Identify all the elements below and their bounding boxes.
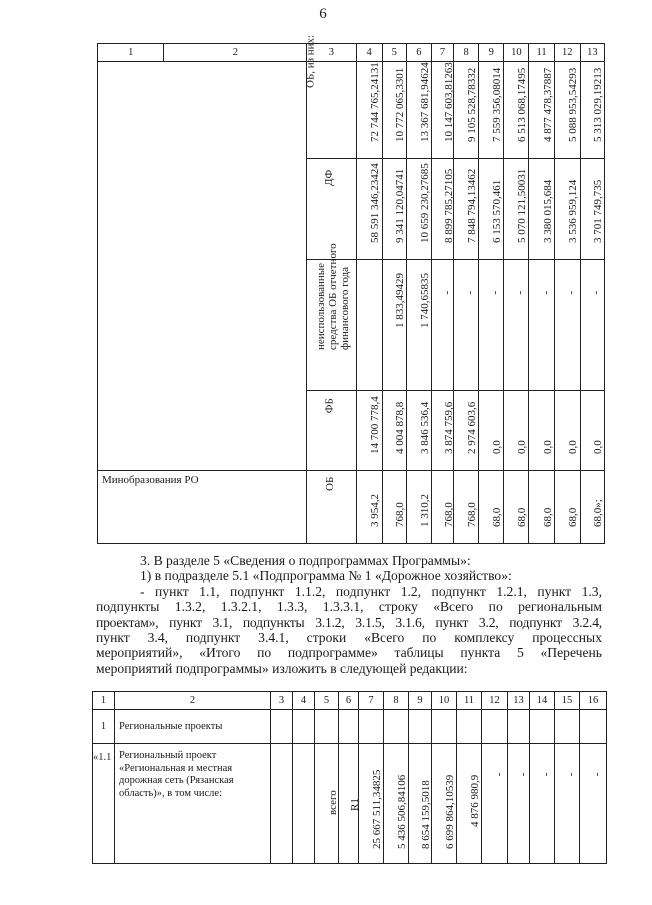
value-cell: 68,0 xyxy=(504,471,529,544)
value-cell: 6 153 570,461 xyxy=(479,159,504,260)
bottom-header-cell: 9 xyxy=(409,692,432,710)
value-cell: - xyxy=(530,744,555,864)
body-text xyxy=(96,553,602,676)
value-cell: 3 536 959,124 xyxy=(554,159,580,260)
value-cell: 1 833,49429 xyxy=(382,260,406,391)
row-ob-of-them xyxy=(98,62,605,159)
row-label: Региональные проекты xyxy=(115,710,271,744)
bottom-header-cell: 11 xyxy=(457,692,482,710)
top-header-cell: 12 xyxy=(554,44,580,62)
regional-projects-row xyxy=(93,710,607,744)
value-cell: - xyxy=(479,260,504,391)
bottom-header-cell: 8 xyxy=(384,692,409,710)
org-label: Минобразования РО xyxy=(98,471,307,544)
row-number: 1 xyxy=(93,710,115,744)
row-ob xyxy=(98,471,605,544)
value-cell: 9 105 528,78332 xyxy=(454,62,479,159)
text-line: пункт 3.4, подпункт 3.4.1, строки «Всего по комплексу процессных xyxy=(96,629,602,645)
value-cell: 13 367 681,94624 xyxy=(406,62,431,159)
left-empty-cell xyxy=(98,62,307,471)
value-cell: 5 088 953,54293 xyxy=(554,62,580,159)
top-header-cell: 6 xyxy=(406,44,431,62)
text-line: мероприятий подпрограммы» изложить в следующей редакции: xyxy=(96,660,468,676)
bottom-table xyxy=(92,691,607,864)
top-header-cell: 4 xyxy=(356,44,382,62)
bottom-header-cell: 15 xyxy=(555,692,580,710)
value-cell: - xyxy=(529,260,554,391)
top-header-cell: 11 xyxy=(529,44,554,62)
bottom-header-cell: 4 xyxy=(293,692,315,710)
value-cell: 10 659 230,27685 xyxy=(406,159,431,260)
value-cell: - xyxy=(554,260,580,391)
value-cell: 4 877 478,37887 xyxy=(529,62,554,159)
value-cell: 58 591 346,23424 xyxy=(356,159,382,260)
value-cell: 8 654 159,5018 xyxy=(409,744,432,864)
value-cell: - xyxy=(508,744,530,864)
value-cell: 6 513 068,17495 xyxy=(504,62,529,159)
bottom-header-cell: 10 xyxy=(432,692,457,710)
head-fb: ФБ xyxy=(307,391,356,471)
value-cell: - xyxy=(555,744,580,864)
value-cell: 4 876 980,9 xyxy=(457,744,482,864)
value-cell: всего xyxy=(315,744,339,864)
top-header-cell: 3 xyxy=(307,44,356,62)
value-cell: 68,0 xyxy=(554,471,580,544)
value-cell: 3 380 015,684 xyxy=(529,159,554,260)
bottom-header-cell: 12 xyxy=(482,692,508,710)
text-line: 1) в подразделе 5.1 «Подпрограмма № 1 «Дорожное хозяйство»: xyxy=(140,568,512,584)
regional-project-1-1-row xyxy=(93,744,607,864)
top-table xyxy=(97,34,605,544)
value-cell: - xyxy=(482,744,508,864)
top-header-cell: 8 xyxy=(454,44,479,62)
value-cell: 768,0 xyxy=(454,471,479,544)
value-cell: - xyxy=(580,744,607,864)
value-cell: 3 701 749,735 xyxy=(580,159,604,260)
value-cell: 9 341 120,04741 xyxy=(382,159,406,260)
text-line: подпункты 1.3.2, 1.3.2.1, 1.3.3, 1.3.3.1, строку «Всего по региональным xyxy=(96,599,602,615)
value-cell: 14 700 778,4 xyxy=(356,391,382,471)
value-cell: 68,0 xyxy=(479,471,504,544)
value-cell: 25 667 511,34825 xyxy=(359,744,384,864)
value-cell: 72 744 765,24131 xyxy=(356,62,382,159)
value-cell: 6 699 864,10539 xyxy=(432,744,457,864)
top-header-cell: 9 xyxy=(479,44,504,62)
top-header-cell: 5 xyxy=(382,44,406,62)
head-ob: ОБ xyxy=(307,471,356,544)
value-cell xyxy=(356,260,382,391)
top-header-row xyxy=(98,44,605,62)
top-header-cell: 13 xyxy=(580,44,604,62)
value-cell: 5 436 506,84106 xyxy=(384,744,409,864)
value-cell: - xyxy=(431,260,453,391)
page-number: 6 xyxy=(319,6,327,22)
text-line: 3. В разделе 5 «Сведения о подпрограммах Программы»: xyxy=(140,553,471,568)
value-cell: 768,0 xyxy=(431,471,453,544)
value-cell: 5 313 029,19213 xyxy=(580,62,604,159)
value-cell: - xyxy=(454,260,479,391)
bottom-header-row xyxy=(93,692,607,710)
value-cell: 7 848 794,13462 xyxy=(454,159,479,260)
value-cell: 10 147 603,81263 xyxy=(431,62,453,159)
value-cell: 2 974 603,6 xyxy=(454,391,479,471)
value-cell: - xyxy=(504,260,529,391)
top-header-cell: 7 xyxy=(431,44,453,62)
head-ob-of-them: ОБ, из них: xyxy=(307,62,356,159)
value-cell: 0,0 xyxy=(504,391,529,471)
value-cell: R1 xyxy=(339,744,359,864)
top-header-cell: 1 xyxy=(98,44,164,62)
value-cell: 0,0 xyxy=(554,391,580,471)
bottom-header-cell: 6 xyxy=(339,692,359,710)
value-cell: 68,0 xyxy=(529,471,554,544)
top-header-cell: 10 xyxy=(504,44,529,62)
value-cell: 8 899 785,27105 xyxy=(431,159,453,260)
bottom-header-cell: 14 xyxy=(530,692,555,710)
value-cell: 768,0 xyxy=(382,471,406,544)
bottom-header-cell: 13 xyxy=(508,692,530,710)
value-cell: 4 004 878,8 xyxy=(382,391,406,471)
head-df: ДФ xyxy=(307,159,356,260)
value-cell: 5 070 121,50031 xyxy=(504,159,529,260)
value-cell: 3 874 759,6 xyxy=(431,391,453,471)
value-cell: - xyxy=(580,260,604,391)
value-cell: 10 772 065,3301 xyxy=(382,62,406,159)
bottom-header-cell: 2 xyxy=(115,692,271,710)
bottom-header-cell: 16 xyxy=(580,692,607,710)
value-cell: 68,0»; xyxy=(580,471,604,544)
row-number: «1.1 xyxy=(93,744,115,864)
value-cell: 0,0 xyxy=(580,391,604,471)
bottom-header-cell: 5 xyxy=(315,692,339,710)
value-cell: 7 559 356,08014 xyxy=(479,62,504,159)
row-label: Региональный проект «Региональная и местная дорожная сеть (Рязанская область)», в том числе: xyxy=(115,744,271,864)
value-cell: 1 310,2 xyxy=(406,471,431,544)
value-cell: 0,0 xyxy=(529,391,554,471)
top-header-cell: 2 xyxy=(164,44,307,62)
bottom-header-cell: 1 xyxy=(93,692,115,710)
value-cell: 3 954,2 xyxy=(356,471,382,544)
bottom-header-cell: 7 xyxy=(359,692,384,710)
value-cell: 0,0 xyxy=(479,391,504,471)
head-unused: неиспользованные средства ОБ отчетного финансового года xyxy=(307,260,356,391)
text-line: проектам», пункт 3.1, подпункты 3.1.2, 3.1.5, 3.1.6, пункт 3.2, подпункт 3.2.4, xyxy=(96,614,602,630)
value-cell: 3 846 536,4 xyxy=(406,391,431,471)
bottom-header-cell: 3 xyxy=(271,692,293,710)
text-line: мероприятий», «Итого по подпрограмме» таблицы пункта 5 «Перечень xyxy=(96,645,602,661)
text-line: - пункт 1.1, подпункт 1.1.2, подпункт 1.2, подпункт 1.2.1, пункт 1.3, xyxy=(140,583,602,599)
value-cell: 1 740,65835 xyxy=(406,260,431,391)
